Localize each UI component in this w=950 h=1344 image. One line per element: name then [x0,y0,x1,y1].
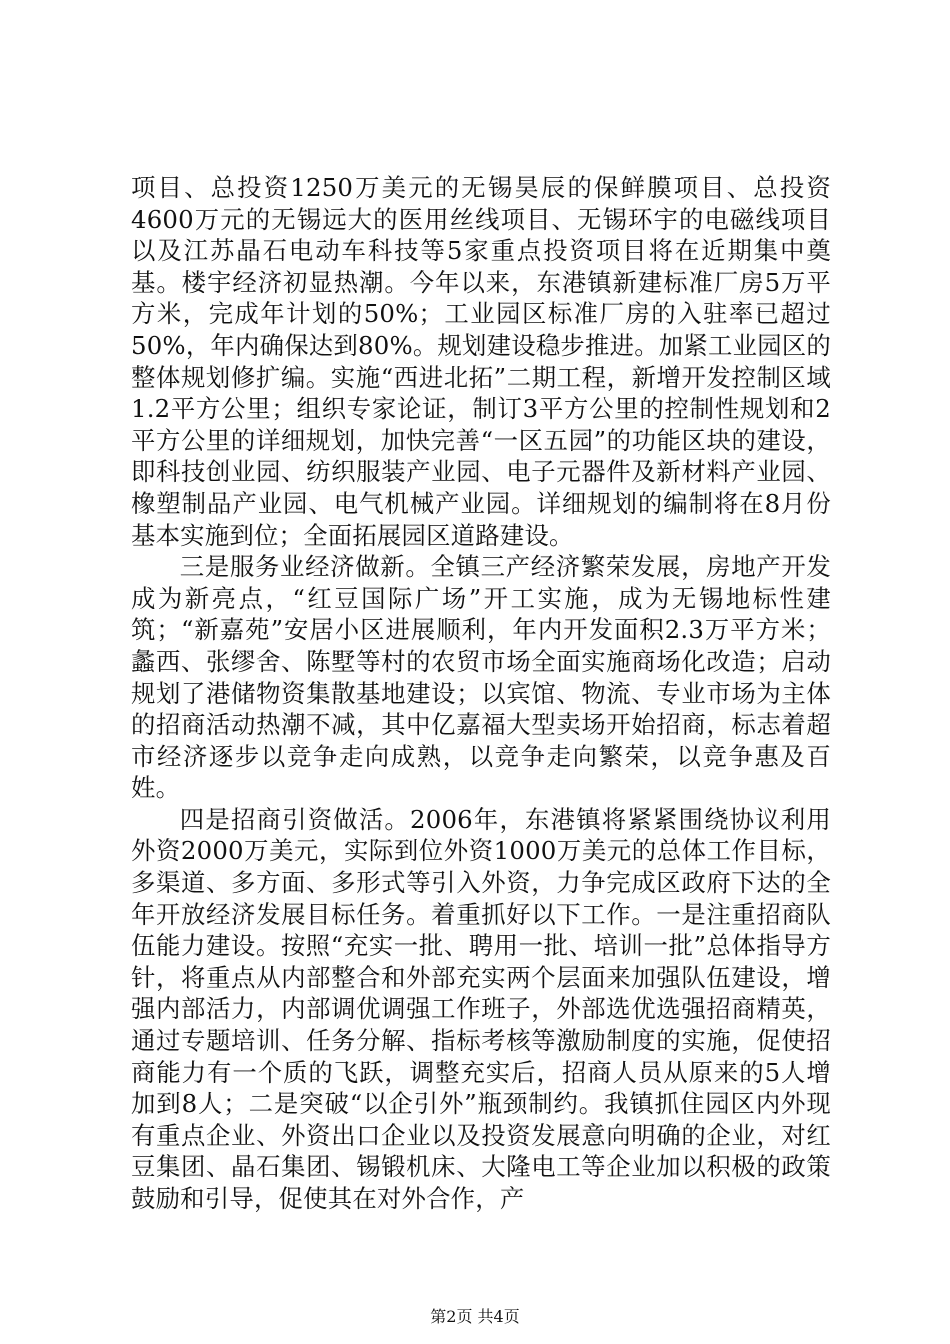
paragraph-1: 项目、总投资1250万美元的无锡昊辰的保鲜膜项目、总投资4600万元的无锡远大的医用丝线项目、无锡环宇的电磁线项目以及江苏晶石电动车科技等5家重点投资项目将在近期集中奠基。楼宇经济初显热潮。今年以来，东港镇新建标准厂房5万平方米，完成年计划的50%；工业园区标准厂房的入驻率已超过50%，年内确保达到80%。规划建设稳步推进。加紧工业园区的整体规划修扩编。实施“西进北拓”二期工程，新增开发控制区域1.2平方公里；组织专家论证，制订3平方公里的控制性规划和2平方公里的详细规划，加快完善“一区五园”的功能区块的建设，即科技创业园、纺织服装产业园、电子元器件及新材料产业园、橡塑制品产业园、电气机械产业园。详细规划的编制将在8月份基本实施到位；全面拓展园区道路建设。 [131,173,831,550]
page-footer [0,1304,950,1327]
page-number-label: 第2页 共4页 [430,1307,520,1326]
paragraph-3: 四是招商引资做活。2006年，东港镇将紧紧围绕协议利用外资2000万美元，实际到位外资1000万美元的总体工作目标，多渠道、多方面、多形式等引入外资，力争完成区政府下达的全年开放经济发展目标任务。着重抓好以下工作。一是注重招商队伍能力建设。按照“充实一批、聘用一批、培训一批”总体指导方针，将重点从内部整合和外部充实两个层面来加强队伍建设，增强内部活力，内部调优调强工作班子，外部选优选强招商精英，通过专题培训、任务分解、指标考核等激励制度的实施，促使招商能力有一个质的飞跃，调整充实后，招商人员从原来的5人增加到8人；二是突破“以企引外”瓶颈制约。我镇抓住园区内外现有重点企业、外资出口企业以及投资发展意向明确的企业，对红豆集团、晶石集团、锡锻机床、大隆电工等企业加以积极的政策鼓励和引导，促使其在对外合作，产 [131,804,831,1213]
paragraph-2: 三是服务业经济做新。全镇三产经济繁荣发展，房地产开发成为新亮点，“红豆国际广场”开工实施，成为无锡地标性建筑；“新嘉苑”安居小区进展顺利，年内开发面积2.3万平方米；蠡西、张缪舍、陈墅等村的农贸市场全面实施商场化改造；启动规划了港储物资集散基地建设；以宾馆、物流、专业市场为主体的招商活动热潮不减，其中亿嘉福大型卖场开始招商，标志着超市经济逐步以竞争走向成熟，以竞争走向繁荣，以竞争惠及百姓。 [131,552,831,803]
document-body [131,172,831,1215]
